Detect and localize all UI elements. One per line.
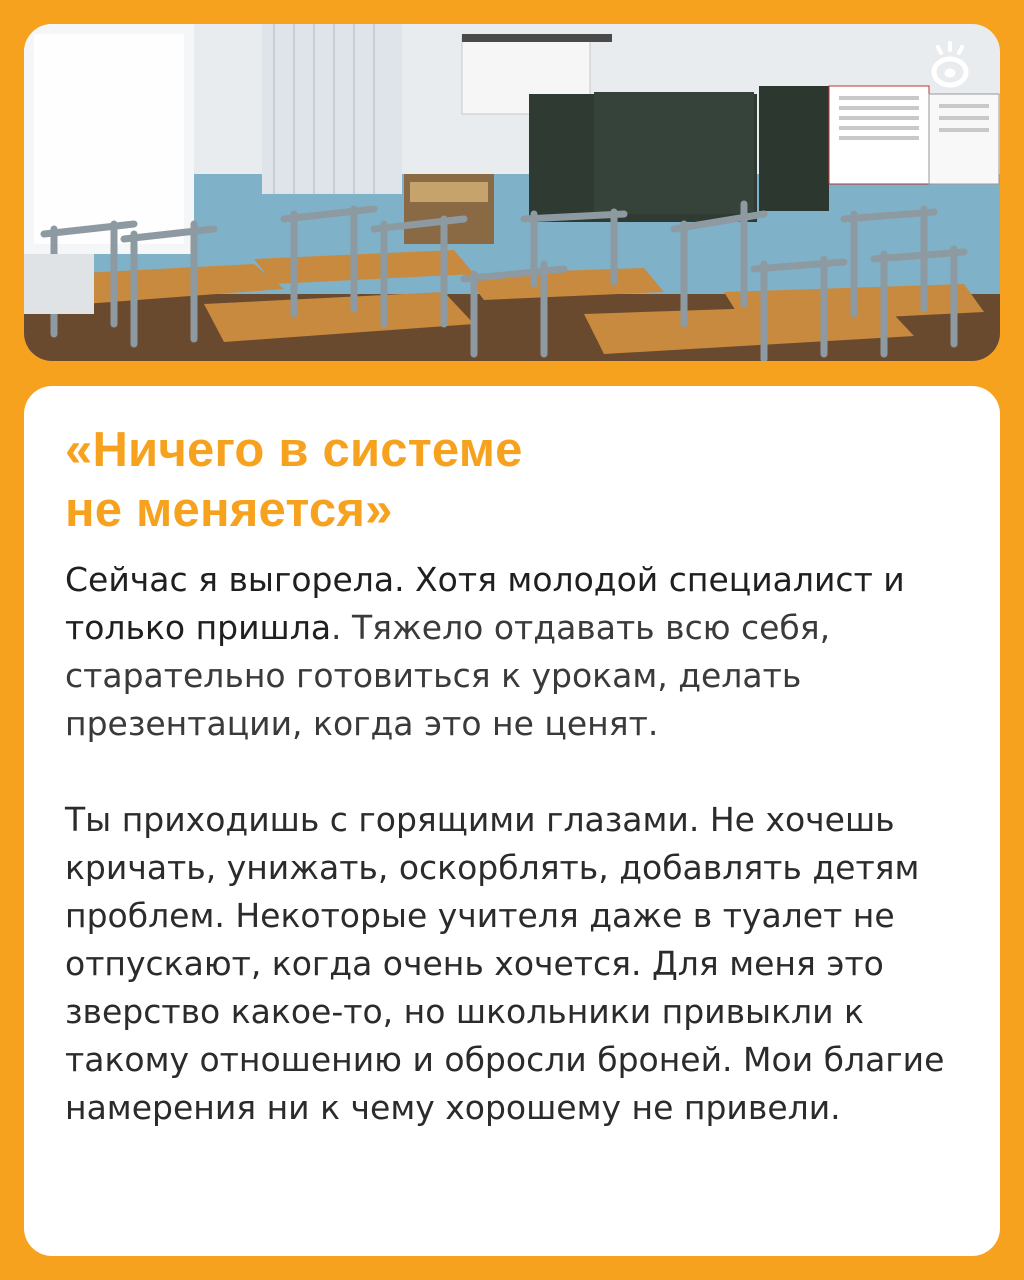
quote-title: [65, 420, 960, 540]
paragraph-1-rest: . Тяжело отдавать всю себя, старательно готовиться к урокам, делать презентации, когда это не ценят.: [65, 608, 831, 743]
classroom-illustration: [24, 24, 1000, 361]
paragraph-2: Ты приходишь с горящими глазами. Не хочешь кричать, унижать, оскорблять, добавлять детям проблем. Некоторые учителя даже в туалет не отпускают, когда очень хочется. Для меня это зверство какое-то, но школьники привыкли к такому отношению и обросли броней. Мои благие намерения ни к чему хорошему не привели.: [65, 800, 945, 1127]
quote-title-line-1: «Ничего в системе: [65, 423, 523, 477]
paragraph-1-lead: Сейчас я выгорела. Хотя молодой специалист и только пришла: [65, 560, 905, 647]
paragraph-1: [65, 556, 960, 748]
classroom-photo: [24, 24, 1000, 361]
text-card: [24, 386, 1000, 1256]
sun-face-logo-icon: [924, 40, 976, 92]
quote-title-line-2: не меняется»: [65, 483, 393, 537]
